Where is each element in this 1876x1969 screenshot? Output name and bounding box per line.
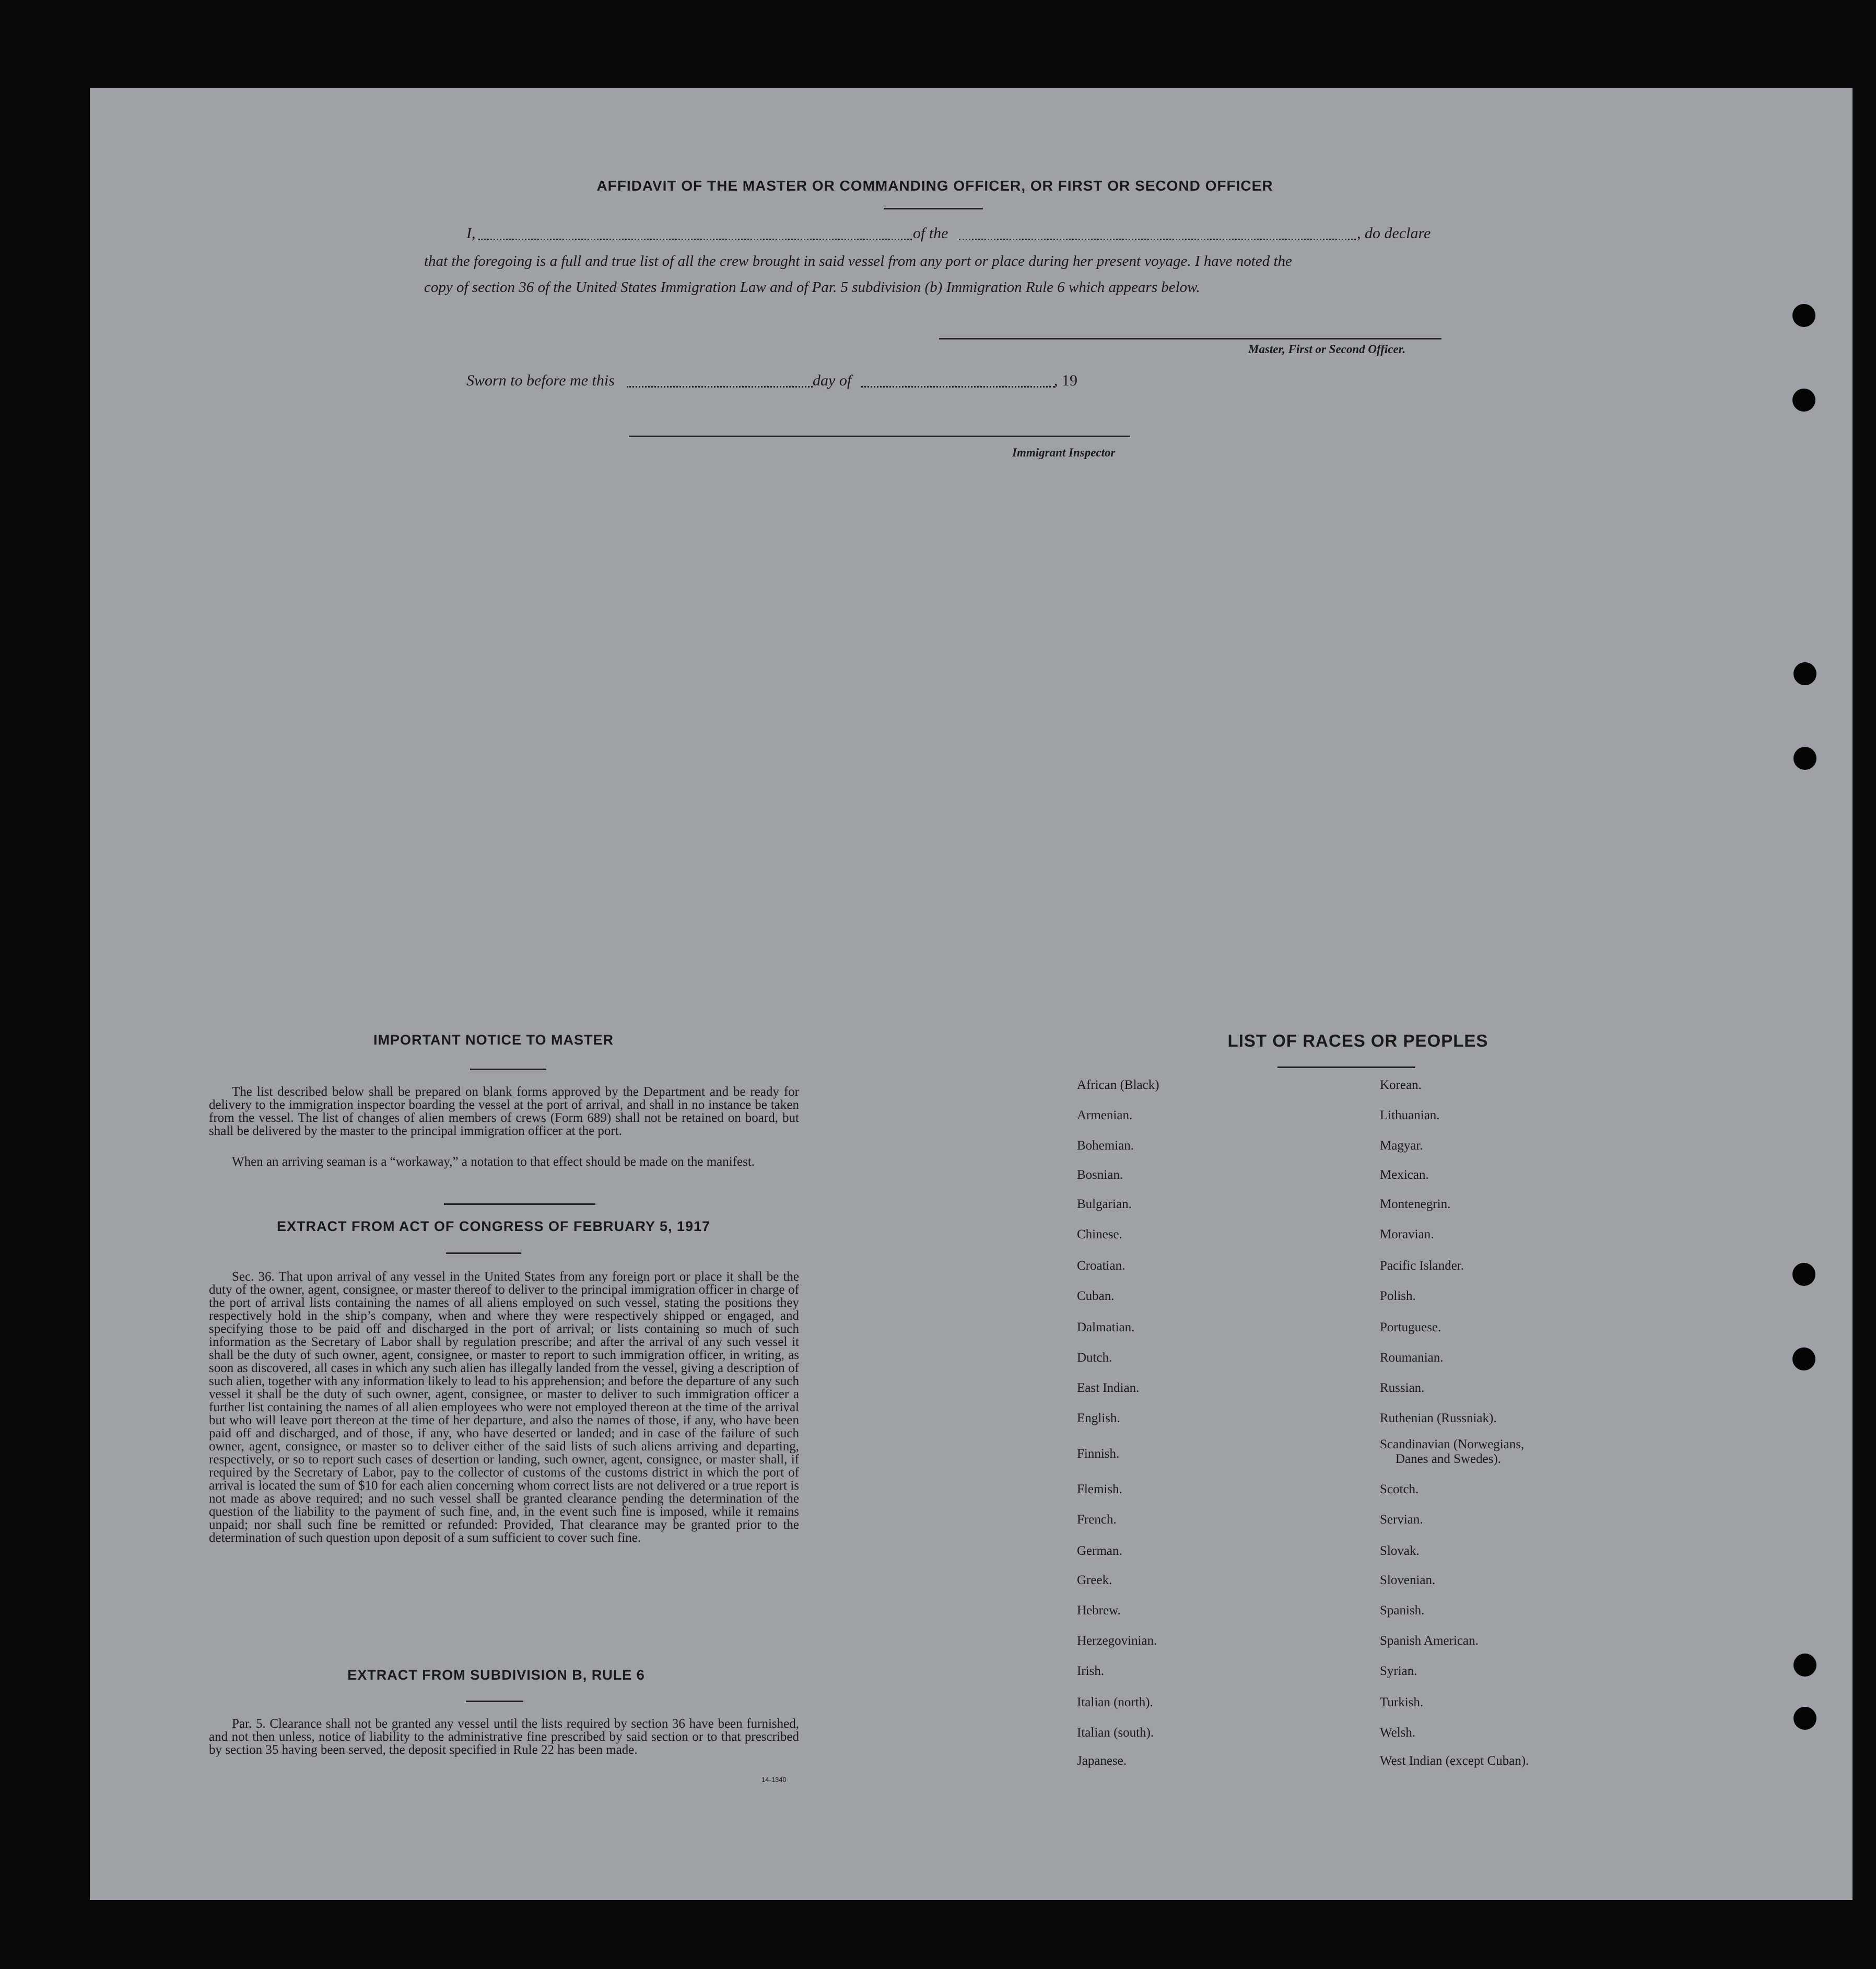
race-item: Greek. (1077, 1573, 1112, 1587)
race-item: Hebrew. (1077, 1603, 1121, 1618)
notice-para-2: When an arriving seaman is a “workaway,” a notation to that effect should be made on the manifest. (232, 1155, 755, 1169)
binder-hole (1792, 1347, 1815, 1370)
race-item: Dalmatian. (1077, 1320, 1135, 1334)
race-item: Bohemian. (1077, 1139, 1134, 1153)
binder-hole (1793, 1654, 1816, 1677)
affidavit-of-the-label: of the (913, 225, 948, 242)
race-item: Welsh. (1380, 1726, 1416, 1740)
race-item: Bosnian. (1077, 1168, 1123, 1182)
race-item: French. (1077, 1513, 1117, 1527)
race-item: Turkish. (1380, 1695, 1424, 1709)
extract-act-rule (446, 1252, 521, 1254)
inspector-label: Immigrant Inspector (1012, 446, 1116, 459)
race-item: Mexican. (1380, 1168, 1429, 1182)
extract-rule-rule (466, 1701, 523, 1702)
race-item: Slovenian. (1380, 1573, 1436, 1587)
extract-rule-text: Par. 5. Clearance shall not be granted any vessel until the lists required by section 36 have been furnished, and not then unless, notice of liability to the administrative fine prescribed by said section or to that prescribed by section 35 having been served, the deposit specified in Rule 22 has been made. (209, 1717, 799, 1757)
binder-hole (1793, 662, 1816, 685)
race-item: Italian (south). (1077, 1726, 1154, 1740)
race-item: Russian. (1380, 1381, 1425, 1395)
affidavit-statement-line1: that the foregoing is a full and true list of all the crew brought in said vessel from any port or place during her present voyage. I have noted the (424, 253, 1292, 269)
day-of-label: day of (813, 372, 852, 389)
binder-hole (1793, 747, 1816, 770)
race-item: Moravian. (1380, 1227, 1434, 1241)
race-item: Magyar. (1380, 1139, 1423, 1153)
section-rule (444, 1203, 595, 1205)
affidavit-title: AFFIDAVIT OF THE MASTER OR COMMANDING OFFICER, OR FIRST OR SECOND OFFICER (596, 178, 1273, 194)
race-item: African (Black) (1077, 1078, 1159, 1092)
race-item: Herzegovinian. (1077, 1634, 1157, 1648)
master-signature-label: Master, First or Second Officer. (1248, 343, 1406, 356)
race-item: Ruthenian (Russniak). (1380, 1411, 1497, 1425)
vessel-name-field[interactable] (959, 239, 1356, 240)
binder-hole (1792, 1263, 1815, 1286)
race-item: Flemish. (1077, 1482, 1122, 1496)
race-item: Italian (north). (1077, 1695, 1153, 1709)
extract-rule-title: EXTRACT FROM SUBDIVISION B, RULE 6 (347, 1667, 645, 1683)
sworn-label: Sworn to before me this (466, 372, 615, 389)
master-signature-line[interactable] (939, 338, 1441, 339)
race-item: East Indian. (1077, 1381, 1140, 1395)
race-item: Scandinavian (Norwegians, (1380, 1437, 1525, 1451)
race-item: Polish. (1380, 1289, 1416, 1303)
race-item: Bulgarian. (1077, 1197, 1132, 1211)
affidavit-declare-label: , do declare (1357, 225, 1431, 242)
notice-title: IMPORTANT NOTICE TO MASTER (373, 1032, 614, 1048)
declarant-name-field[interactable] (478, 239, 912, 240)
race-item: Portuguese. (1380, 1320, 1441, 1334)
title-rule (884, 208, 983, 209)
binder-hole (1793, 1707, 1816, 1730)
race-item: Danes and Swedes). (1396, 1452, 1502, 1466)
notice-para-1: The list described below shall be prepared on blank forms approved by the Department and be ready for delivery to the immigration inspector boarding the vessel at the port of arrival, and shall in no instance be taken from the vessel. The list of changes of alien members of crews (Form 689) shall not be retained on board, but shall be delivered by the master to the principal immigration officer at the port. (209, 1085, 799, 1138)
race-item: Slovak. (1380, 1544, 1420, 1558)
race-item: Cuban. (1077, 1289, 1115, 1303)
race-item: Servian. (1380, 1513, 1423, 1527)
sworn-month-field[interactable] (861, 386, 1055, 388)
form-page (90, 88, 1852, 1900)
race-item: Croatian. (1077, 1259, 1125, 1273)
race-item: Pacific Islander. (1380, 1259, 1464, 1273)
race-item: Montenegrin. (1380, 1197, 1451, 1211)
race-item: Irish. (1077, 1664, 1105, 1678)
race-item: Spanish. (1380, 1603, 1425, 1618)
race-item: Korean. (1380, 1078, 1422, 1092)
races-title: LIST OF RACES OR PEOPLES (1227, 1031, 1488, 1050)
race-item: Lithuanian. (1380, 1108, 1440, 1122)
binder-hole (1792, 304, 1815, 327)
year-label: , 19 (1054, 372, 1077, 389)
binder-hole (1792, 389, 1815, 412)
race-item: Roumanian. (1380, 1351, 1444, 1365)
race-item: Dutch. (1077, 1351, 1112, 1365)
extract-act-text: Sec. 36. That upon arrival of any vessel in the United States from any foreign port or place it shall be the duty of the owner, agent, consignee, or master thereof to deliver to the principal immigration officer in charge of the port of arrival lists containing the names of all aliens employed on such vessel, stating the positions they respectively hold in the ship’s company, when and where they were respectively shipped or engaged, and specifying those to be paid off and discharged in the port of arrival; or lists containing so much of such information as the Secretary of Labor shall by regulation prescribe; and after the arrival of any such vessel it shall be the duty of such owner, agent, consignee, or master to report to such immigration officer, in writing, as soon as discovered, all cases in which any such alien has illegally landed from the vessel, giving a description of such alien, together with any information likely to lead to his apprehension; and before the departure of any such vessel it shall be the duty of such owner, agent, consignee, or master to deliver to such immigration officer a further list containing the names of all alien employees who were not employed thereon at the time of the arrival but who will leave port thereon at the time of her departure, and also the names of those, if any, who have been paid off and discharged, and of those, if any, who have deserted or landed; and in case of the failure of such owner, agent, consignee, or master so to deliver either of the said lists of such aliens arriving and departing, respectively, or so to report such cases of desertion or landing, such owner, agent, consignee, or master shall, if required by the Secretary of Labor, pay to the collector of customs of the customs district in which the port of arrival is located the sum of $10 for each alien concerning whom correct lists are not delivered or a true report is not made as above required; and no such vessel shall be granted clearance pending the determination of the question of the liability to the payment of such fine, and, in the event such fine is imposed, while it remains unpaid; nor shall such fine be remitted or refunded: Provided, That clearance may be granted prior to the determination of such question upon deposit of a sum sufficient to cover such fine. (209, 1270, 799, 1545)
race-item: Spanish American. (1380, 1634, 1479, 1648)
notice-rule (470, 1069, 546, 1070)
form-number: 14-1340 (761, 1776, 787, 1784)
race-item: West Indian (except Cuban). (1380, 1754, 1529, 1768)
race-item: German. (1077, 1544, 1122, 1558)
race-item: Syrian. (1380, 1664, 1417, 1678)
extract-act-title: EXTRACT FROM ACT OF CONGRESS OF FEBRUARY 5, 1917 (276, 1218, 711, 1234)
race-item: English. (1077, 1411, 1120, 1425)
races-rule (1277, 1066, 1415, 1068)
inspector-signature-line[interactable] (629, 436, 1130, 437)
race-item: Japanese. (1077, 1754, 1127, 1768)
sworn-day-field[interactable] (627, 386, 813, 388)
affidavit-statement-line2: copy of section 36 of the United States Immigration Law and of Par. 5 subdivision (b) Immigration Rule 6 which appears below. (424, 279, 1200, 296)
race-item: Scotch. (1380, 1482, 1419, 1496)
race-item: Armenian. (1077, 1108, 1133, 1122)
race-item: Chinese. (1077, 1227, 1122, 1241)
affidavit-i-label: I, (466, 225, 476, 242)
race-item: Finnish. (1077, 1447, 1120, 1461)
